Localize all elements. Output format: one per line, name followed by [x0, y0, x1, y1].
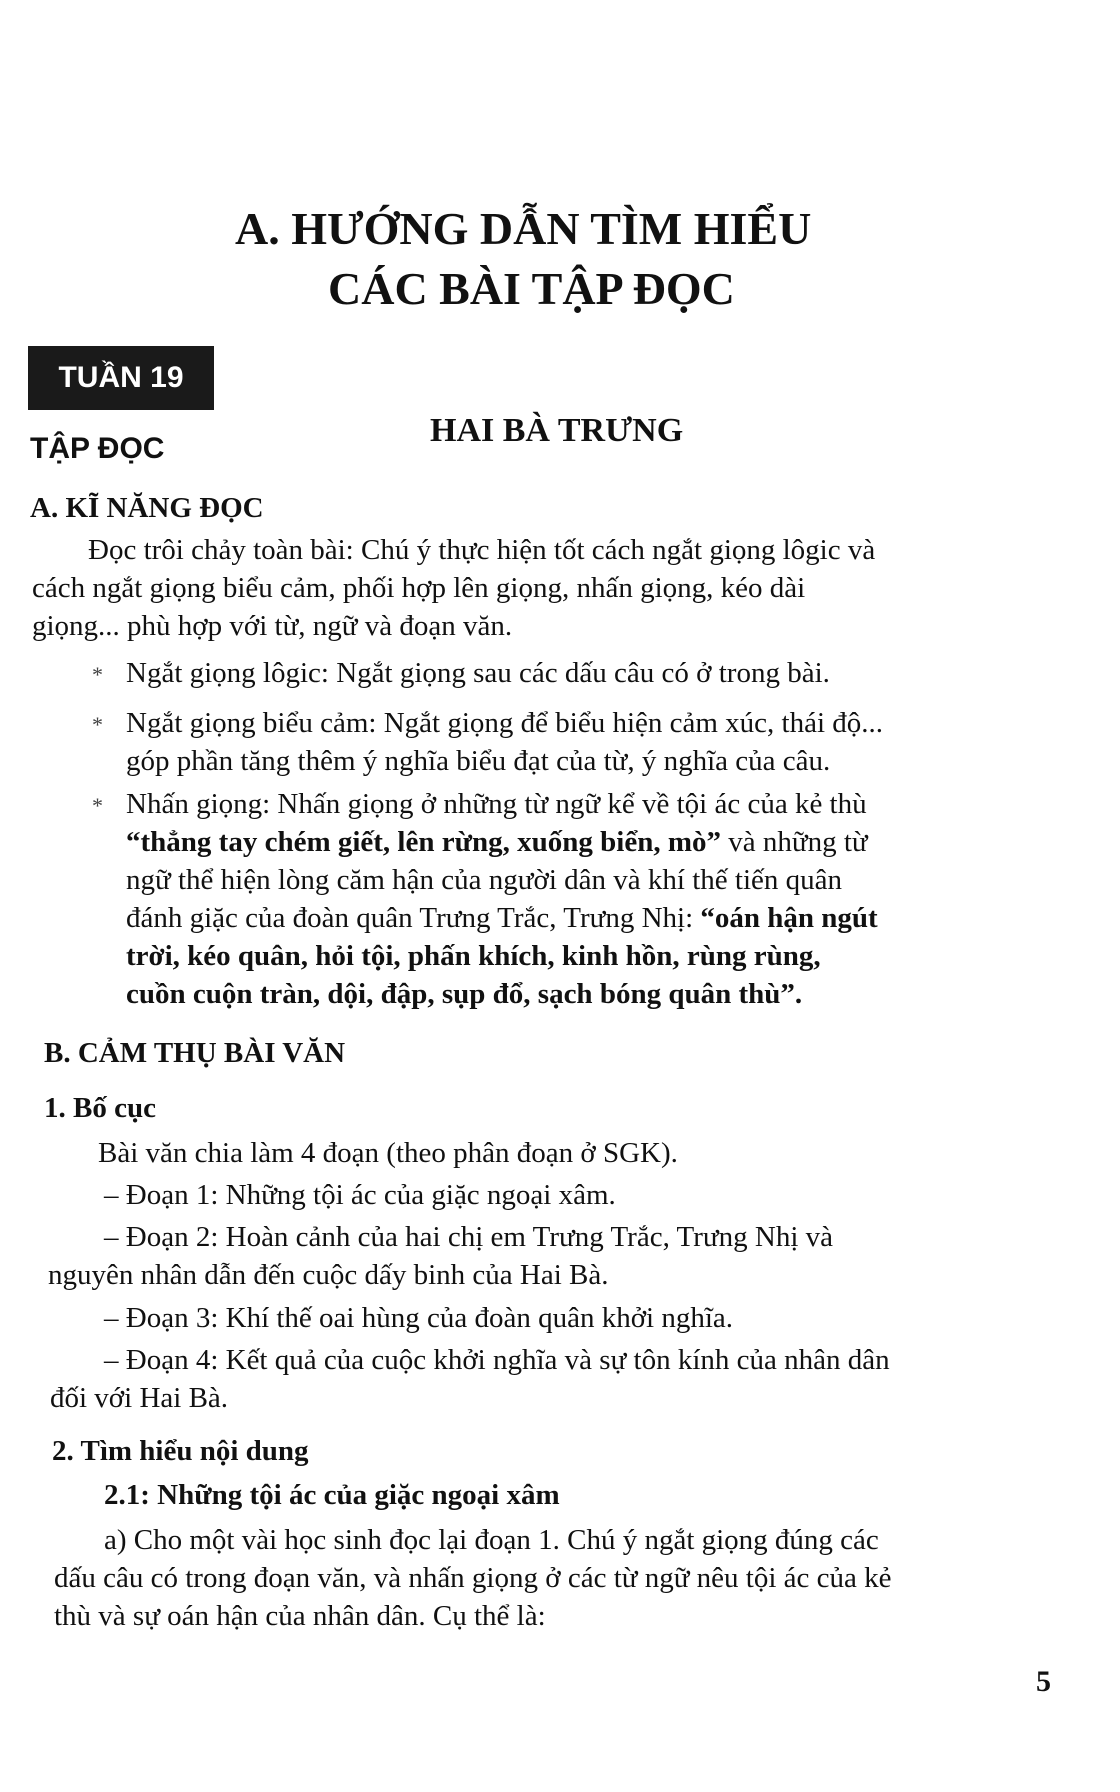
paragraph: – Đoạn 2: Hoàn cảnh của hai chị em Trưng Trắc, Trưng Nhị và: [104, 1221, 833, 1253]
part-b-heading: B. CẢM THỤ BÀI VĂN: [44, 1037, 346, 1069]
main-title-line-1: A. HƯỚNG DẪN TÌM HIỂU: [235, 203, 812, 254]
intro-line: Đọc trôi chảy toàn bài: Chú ý thực hiện tốt cách ngắt giọng lôgic và: [88, 534, 876, 566]
paragraph: Bài văn chia làm 4 đoạn (theo phân đoạn ở SGK).: [98, 1137, 678, 1169]
paragraph: – Đoạn 3: Khí thế oai hùng của đoàn quân khởi nghĩa.: [104, 1302, 734, 1334]
lesson-title: HAI BÀ TRƯNG: [430, 412, 684, 449]
main-title-line-2: CÁC BÀI TẬP ĐỌC: [328, 263, 735, 314]
bullet-text: [126, 824, 868, 861]
page-number: 5: [1036, 1665, 1051, 1698]
plain-text: và những từ: [721, 826, 868, 858]
subsection-heading: 2.1: Những tội ác của giặc ngoại xâm: [104, 1479, 560, 1511]
plain-text: đánh giặc của đoàn quân Trưng Trắc, Trưng Nhị:: [126, 902, 701, 934]
emphasis-text: trời, kéo quân, hỏi tội, phấn khích, kinh hồn, rùng rùng,: [126, 940, 821, 972]
subsection-heading: 2. Tìm hiểu nội dung: [52, 1435, 309, 1467]
intro-line: giọng... phù hợp với từ, ngữ và đoạn văn.: [32, 610, 513, 642]
bullet-text: Nhấn giọng: Nhấn giọng ở những từ ngữ kể về tội ác của kẻ thù: [126, 788, 867, 820]
bullet-text: Ngắt giọng biểu cảm: Ngắt giọng để biểu hiện cảm xúc, thái độ...: [126, 707, 884, 739]
bullet-icon: *: [92, 793, 103, 818]
emphasis-text: “thẳng tay chém giết, lên rừng, xuống biển, mò”: [126, 826, 721, 858]
paragraph: nguyên nhân dẫn đến cuộc dấy binh của Hai Bà.: [48, 1259, 609, 1291]
paragraph: a) Cho một vài học sinh đọc lại đoạn 1. Chú ý ngắt giọng đúng các: [104, 1524, 879, 1556]
paragraph: – Đoạn 4: Kết quả của cuộc khởi nghĩa và sự tôn kính của nhân dân: [104, 1344, 890, 1376]
paragraph: – Đoạn 1: Những tội ác của giặc ngoại xâm.: [104, 1179, 616, 1211]
bullet-icon: *: [92, 712, 103, 737]
paragraph: đối với Hai Bà.: [50, 1382, 229, 1414]
section-label: TẬP ĐỌC: [30, 432, 165, 465]
part-a-heading: A. KĨ NĂNG ĐỌC: [30, 492, 264, 524]
bullet-icon: *: [92, 662, 103, 687]
bullet-text: ngữ thể hiện lòng căm hận của người dân và khí thế tiến quân: [126, 864, 842, 896]
paragraph: dấu câu có trong đoạn văn, và nhấn giọng ở các từ ngữ nêu tội ác của kẻ: [54, 1562, 892, 1594]
week-badge: TUẦN 19: [28, 346, 214, 410]
emphasis-text: “oán hận ngút: [700, 902, 878, 934]
paragraph: thù và sự oán hận của nhân dân. Cụ thể là:: [54, 1600, 546, 1632]
bullet-text: [126, 900, 878, 937]
emphasis-text: cuồn cuộn tràn, dội, đập, sụp đổ, sạch bóng quân thù”.: [126, 978, 803, 1010]
bullet-text: Ngắt giọng lôgic: Ngắt giọng sau các dấu câu có ở trong bài.: [126, 657, 830, 689]
bullet-text: góp phần tăng thêm ý nghĩa biểu đạt của từ, ý nghĩa của câu.: [126, 745, 831, 777]
subsection-heading: 1. Bố cục: [44, 1092, 156, 1124]
intro-line: cách ngắt giọng biểu cảm, phối hợp lên giọng, nhấn giọng, kéo dài: [32, 572, 806, 604]
